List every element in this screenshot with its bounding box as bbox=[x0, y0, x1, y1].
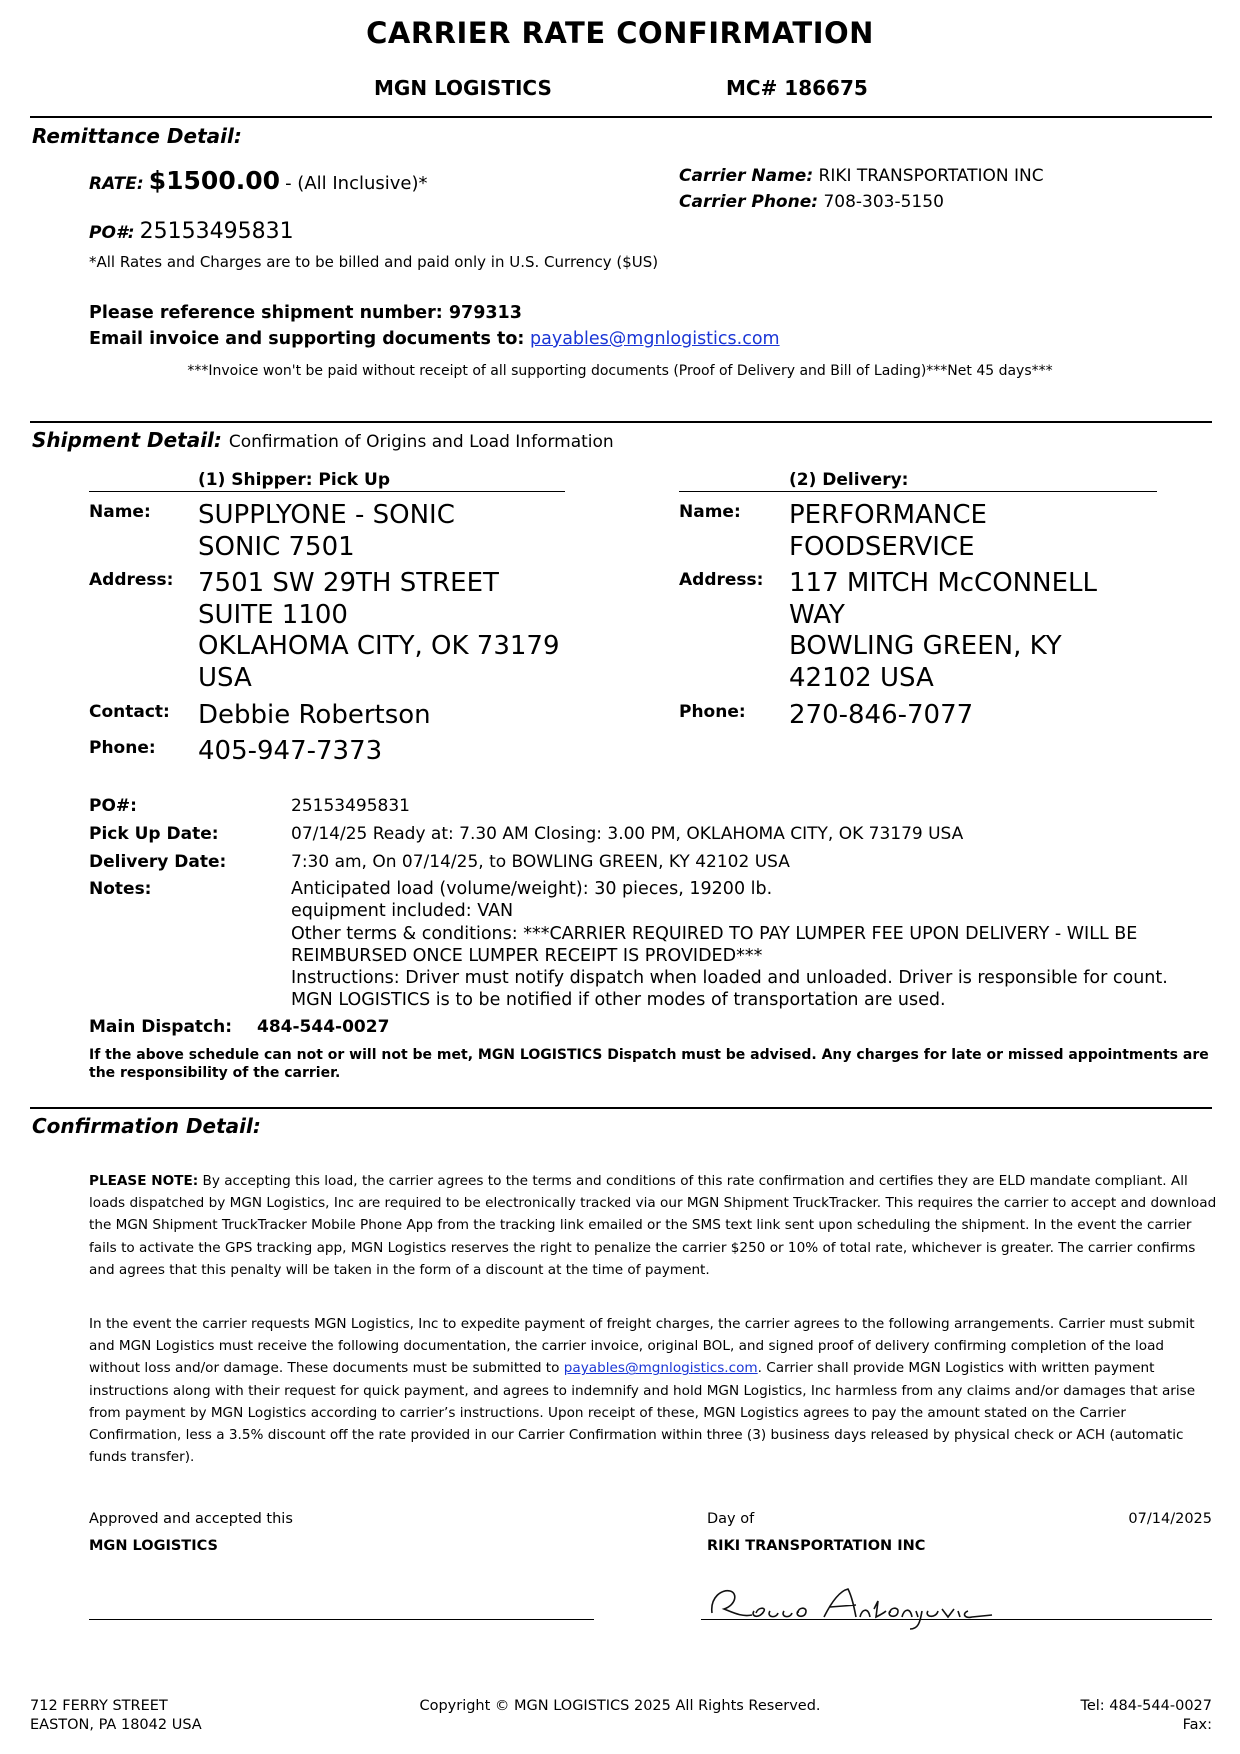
shipper-address-label: Address: bbox=[89, 570, 174, 590]
approved-text: Approved and accepted this bbox=[89, 1511, 293, 1527]
notes-line: Other terms & conditions: ***CARRIER REQUIRED TO PAY LUMPER FEE UPON DELIVERY - WILL BE bbox=[291, 923, 1138, 944]
remittance-divider bbox=[30, 421, 1212, 423]
document-title: CARRIER RATE CONFIRMATION bbox=[366, 16, 874, 50]
email-label: Email invoice and supporting documents to: bbox=[89, 329, 525, 349]
delivery-name bbox=[789, 500, 987, 563]
shipper-address bbox=[198, 568, 560, 694]
footer-copyright: Copyright © MGN LOGISTICS 2025 All Rights Reserved. bbox=[419, 1698, 821, 1714]
carrier-name-label: Carrier Name: bbox=[679, 166, 814, 186]
shipper-title: (1) Shipper: Pick Up bbox=[198, 470, 390, 490]
footer-address-line2: EASTON, PA 18042 USA bbox=[30, 1716, 202, 1733]
currency-note: *All Rates and Charges are to be billed and paid only in U.S. Currency ($US) bbox=[89, 253, 659, 271]
pickup-date: 07/14/25 Ready at: 7.30 AM Closing: 3.00 PM, OKLAHOMA CITY, OK 73179 USA bbox=[291, 824, 964, 844]
day-of-text: Day of bbox=[707, 1511, 755, 1527]
shipper-address-line: OKLAHOMA CITY, OK 73179 bbox=[198, 631, 560, 661]
notes-line: Anticipated load (volume/weight): 30 pieces, 19200 lb. bbox=[291, 879, 773, 899]
confirmation-heading: Confirmation Detail: bbox=[32, 1114, 261, 1138]
shipper-underline bbox=[89, 491, 565, 492]
mc-number: MC# 186675 bbox=[726, 76, 868, 100]
rate-note: - (All Inclusive)* bbox=[285, 173, 428, 194]
signature-graphic bbox=[706, 1583, 1006, 1633]
header-divider bbox=[30, 116, 1212, 118]
schedule-warning: If the above schedule can not or will not be met, MGN LOGISTICS Dispatch must be advised. Any charges for late or missed appointments are the responsibility of the carrier. bbox=[89, 1047, 1209, 1081]
details-po: 25153495831 bbox=[291, 796, 410, 816]
mgn-signature-line bbox=[89, 1619, 594, 1620]
please-note-label: PLEASE NOTE: bbox=[89, 1173, 199, 1189]
remittance-heading: Remittance Detail: bbox=[32, 124, 242, 148]
invoice-note: ***Invoice won't be paid without receipt of all supporting documents (Proof of Delivery and Bill of Lading)***Net 45 days*** bbox=[187, 363, 1053, 379]
main-dispatch-label: Main Dispatch: bbox=[89, 1017, 233, 1037]
quick-pay-text-a: In the event the carrier requests MGN Logistics, Inc to expedite payment of freight charges, the carrier agrees to the following arrangements. Carrier must submit and MGN Logistics must receive the following documentation, the carrier invoice, original BOL, and signed proof of delivery confirming completion of the load without loss and/or damage. These documents must be submitted to bbox=[89, 1316, 1195, 1377]
notes-line: Instructions: Driver must notify dispatch when loaded and unloaded. Driver is responsible for count. bbox=[291, 968, 1168, 989]
shipper-name-line: SONIC 7501 bbox=[198, 531, 355, 562]
delivery-underline bbox=[679, 491, 1157, 492]
quick-pay-text-b: . Carrier shall provide MGN Logistics with written payment instructions along with their request for quick payment, and agrees to indemnify and hold MGN Logistics, Inc harmless from any claims and/or damages that arise from payment by MGN Logistics according to carrier’s instructions. Upon receipt of these, MGN Logistics agrees to pay the amount stated on the Carrier Confirmation, less a 3.5% discount off the rate provided in our Carrier Confirmation within three (3) business days released by physical check or ACH (automatic funds transfer). bbox=[89, 1360, 1196, 1466]
carrier-phone-label: Carrier Phone: bbox=[679, 192, 819, 212]
eld-tracking-text: By accepting this load, the carrier agrees to the terms and conditions of this rate confirmation and certifies they are ELD mandate compliant. All loads dispatched by MGN Logistics, Inc are required to be electronically tracked via our MGN Shipment TruckTracker. This requires the carrier to accept and download the MGN Shipment TruckTracker Mobile Phone App from the tracking link emailed or the SMS text link sent upon scheduling the shipment. In the event the carrier fails to activate the GPS tracking app, MGN Logistics reserves the right to penalize the carrier $250 or 10% of total rate, whichever is greater. The carrier confirms and agrees that this penalty will be taken in the form of a discount at the time of payment. bbox=[89, 1173, 1217, 1278]
main-dispatch-phone: 484-544-0027 bbox=[257, 1017, 390, 1037]
delivery-phone-label: Phone: bbox=[679, 702, 746, 722]
delivery-address-line: 42102 USA bbox=[789, 662, 934, 693]
quick-pay-paragraph bbox=[89, 1313, 1219, 1468]
carrier-company: RIKI TRANSPORTATION INC bbox=[707, 1538, 926, 1554]
delivery-title: (2) Delivery: bbox=[789, 470, 909, 490]
notes bbox=[291, 878, 1168, 1012]
footer-contact bbox=[900, 1697, 1212, 1734]
po-label: PO#: bbox=[89, 223, 135, 243]
notes-label: Notes: bbox=[89, 879, 152, 899]
company-name: MGN LOGISTICS bbox=[374, 76, 552, 100]
shipper-phone: 405-947-7373 bbox=[198, 736, 383, 766]
shipper-phone-label: Phone: bbox=[89, 738, 156, 758]
carrier-name: RIKI TRANSPORTATION INC bbox=[818, 166, 1044, 186]
delivery-address bbox=[789, 568, 1097, 694]
eld-tracking-paragraph bbox=[89, 1170, 1219, 1281]
po-value: 25153495831 bbox=[139, 219, 294, 244]
delivery-address-label: Address: bbox=[679, 570, 764, 590]
footer-tel: Tel: 484-544-0027 bbox=[1080, 1698, 1212, 1714]
delivery-date-label: Delivery Date: bbox=[89, 852, 227, 872]
shipment-heading bbox=[32, 428, 614, 452]
delivery-address-line: 117 MITCH McCONNELL bbox=[789, 568, 1097, 598]
footer-fax: Fax: bbox=[1182, 1716, 1212, 1733]
rate-label: RATE: bbox=[89, 174, 144, 194]
carrier-phone-line bbox=[679, 192, 944, 212]
carrier-signature-line bbox=[701, 1619, 1212, 1620]
shipment-divider bbox=[30, 1107, 1212, 1109]
shipper-name-label: Name: bbox=[89, 502, 151, 522]
pickup-date-label: Pick Up Date: bbox=[89, 824, 219, 844]
shipper-name bbox=[198, 500, 455, 563]
rate-value: $1500.00 bbox=[148, 166, 280, 195]
payables-email-link[interactable]: payables@mgnlogistics.com bbox=[530, 329, 780, 349]
details-po-label: PO#: bbox=[89, 796, 137, 816]
footer-address-line1: 712 FERRY STREET bbox=[30, 1698, 168, 1714]
delivery-name-label: Name: bbox=[679, 502, 741, 522]
shipment-reference: Please reference shipment number: 979313 bbox=[89, 303, 522, 323]
delivery-phone: 270-846-7077 bbox=[789, 700, 974, 730]
delivery-name-line: FOODSERVICE bbox=[789, 531, 975, 562]
shipper-contact: Debbie Robertson bbox=[198, 700, 431, 730]
delivery-address-line: BOWLING GREEN, KY bbox=[789, 631, 1062, 661]
delivery-address-line: WAY bbox=[789, 599, 845, 630]
confirmation-date: 07/14/2025 bbox=[1128, 1511, 1212, 1527]
shipper-address-line: SUITE 1100 bbox=[198, 599, 348, 630]
notes-line: equipment included: VAN bbox=[291, 901, 514, 922]
po-line bbox=[89, 219, 294, 244]
approved-company: MGN LOGISTICS bbox=[89, 1538, 218, 1554]
quick-pay-email-link[interactable]: payables@mgnlogistics.com bbox=[563, 1360, 758, 1377]
shipper-contact-label: Contact: bbox=[89, 702, 170, 722]
carrier-signature bbox=[706, 1583, 1006, 1633]
delivery-date: 7:30 am, On 07/14/25, to BOWLING GREEN, KY 42102 USA bbox=[291, 852, 790, 872]
email-invoice-line bbox=[89, 329, 780, 349]
notes-line: MGN LOGISTICS is to be notified if other modes of transportation are used. bbox=[291, 990, 946, 1011]
notes-line: REIMBURSED ONCE LUMPER RECEIPT IS PROVIDED*** bbox=[291, 945, 763, 966]
shipper-name-line: SUPPLYONE - SONIC bbox=[198, 500, 455, 530]
shipment-subheading: Confirmation of Origins and Load Information bbox=[228, 432, 614, 452]
delivery-name-line: PERFORMANCE bbox=[789, 500, 987, 530]
shipper-address-line: 7501 SW 29TH STREET bbox=[198, 568, 499, 598]
shipment-heading-label: Shipment Detail: bbox=[32, 428, 222, 452]
carrier-phone: 708-303-5150 bbox=[823, 192, 944, 212]
shipper-address-line: USA bbox=[198, 662, 252, 693]
carrier-name-line bbox=[679, 166, 1044, 186]
rate-line bbox=[89, 166, 428, 195]
